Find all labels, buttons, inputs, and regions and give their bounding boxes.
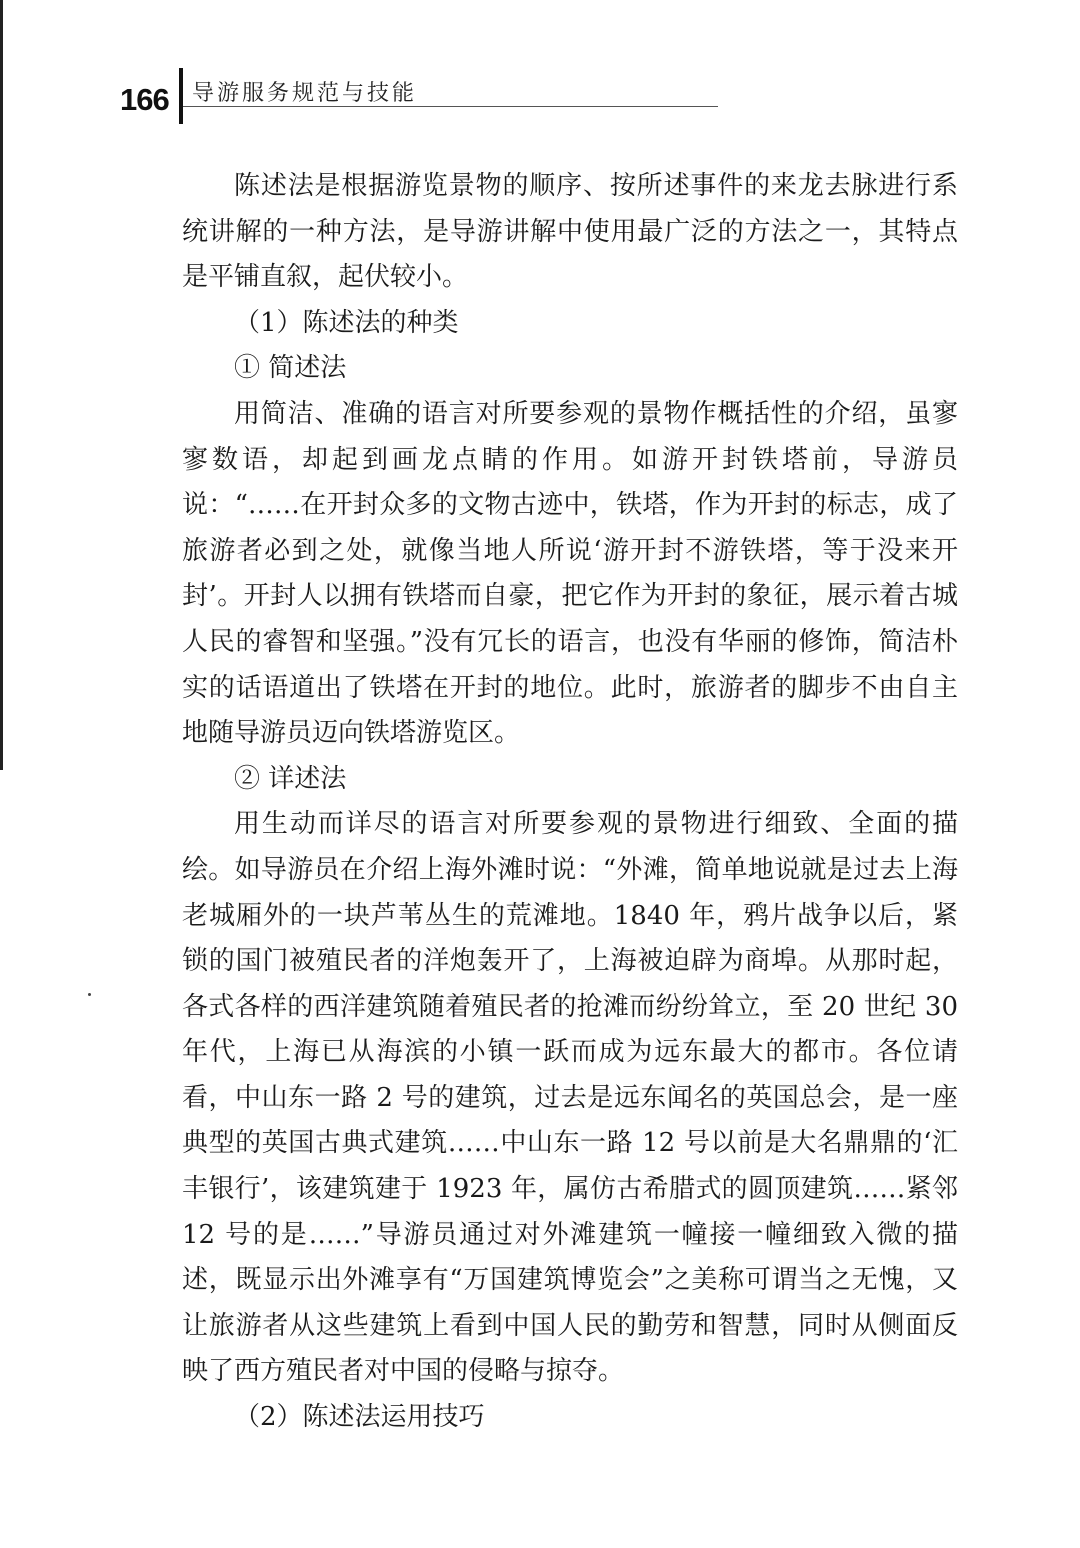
section-heading-techniques: （2）陈述法运用技巧 — [234, 1402, 485, 1433]
body-text — [182, 164, 958, 1441]
method-heading-detailed: ② 详述法 — [234, 763, 347, 794]
book-title: 导游服务规范与技能 — [192, 81, 418, 106]
method-heading-brief: ① 简述法 — [234, 353, 347, 384]
page-edge-shadow — [0, 0, 3, 770]
running-header — [120, 68, 600, 128]
header-rule — [183, 106, 718, 107]
brief-method-paragraph: 用简洁、准确的语言对所要参观的景物作概括性的介绍，虽寥寥数语，却起到画龙点睛的作用。如游开封铁塔前，导游员说：“……在开封众多的文物古迹中，铁塔，作为开封的标志，成了旅游者必到之处，就像当地人所说‘游开封不游铁塔，等于没来开封’。开封人以拥有铁塔而自豪，把它作为开封的象征，展示着古城人民的睿智和坚强。”没有冗长的语言，也没有华丽的修饰，简洁朴实的话语道出了铁塔在开封的地位。此时，旅游者的脚步不由自主地随导游员迈向铁塔游览区。 — [182, 398, 958, 749]
header-divider-bar — [179, 68, 183, 124]
detailed-method-paragraph: 用生动而详尽的语言对所要参观的景物进行细致、全面的描绘。如导游员在介绍上海外滩时说：“外滩，简单地说就是过去上海老城厢外的一块芦苇丛生的荒滩地。1840 年，鸦片战争以后，紧锁的国门被殖民者的洋炮轰开了，上海被迫辟为商埠。从那时起，各式各样的西洋建筑随着殖民者的抢滩而纷纷耸立，至 20 世纪 30 年代，上海已从海滨的小镇一跃而成为远东最大的都市。各位请看，中山东一路 2 号的建筑，过去是远东闻名的英国总会，是一座典型的英国古典式建筑……中山东一路 12 号以前是大名鼎鼎的‘汇丰银行’，该建筑建于 1923 年，属仿古希腊式的圆顶建筑……紧邻 12 号的是……”导游员通过对外滩建筑一幢接一幢细致入微的描述，既显示出外滩享有“万国建筑博览会”之美称可谓当之无愧，又让旅游者从这些建筑上看到中国人民的勤劳和智慧，同时从侧面反映了西方殖民者对中国的侵略与掠夺。 — [182, 809, 958, 1387]
page-number: 166 — [120, 82, 169, 117]
section-heading-types: （1）陈述法的种类 — [234, 307, 459, 338]
scan-speck — [88, 993, 91, 996]
intro-paragraph: 陈述法是根据游览景物的顺序、按所述事件的来龙去脉进行系统讲解的一种方法，是导游讲解中使用最广泛的方法之一，其特点是平铺直叙，起伏较小。 — [182, 171, 958, 293]
